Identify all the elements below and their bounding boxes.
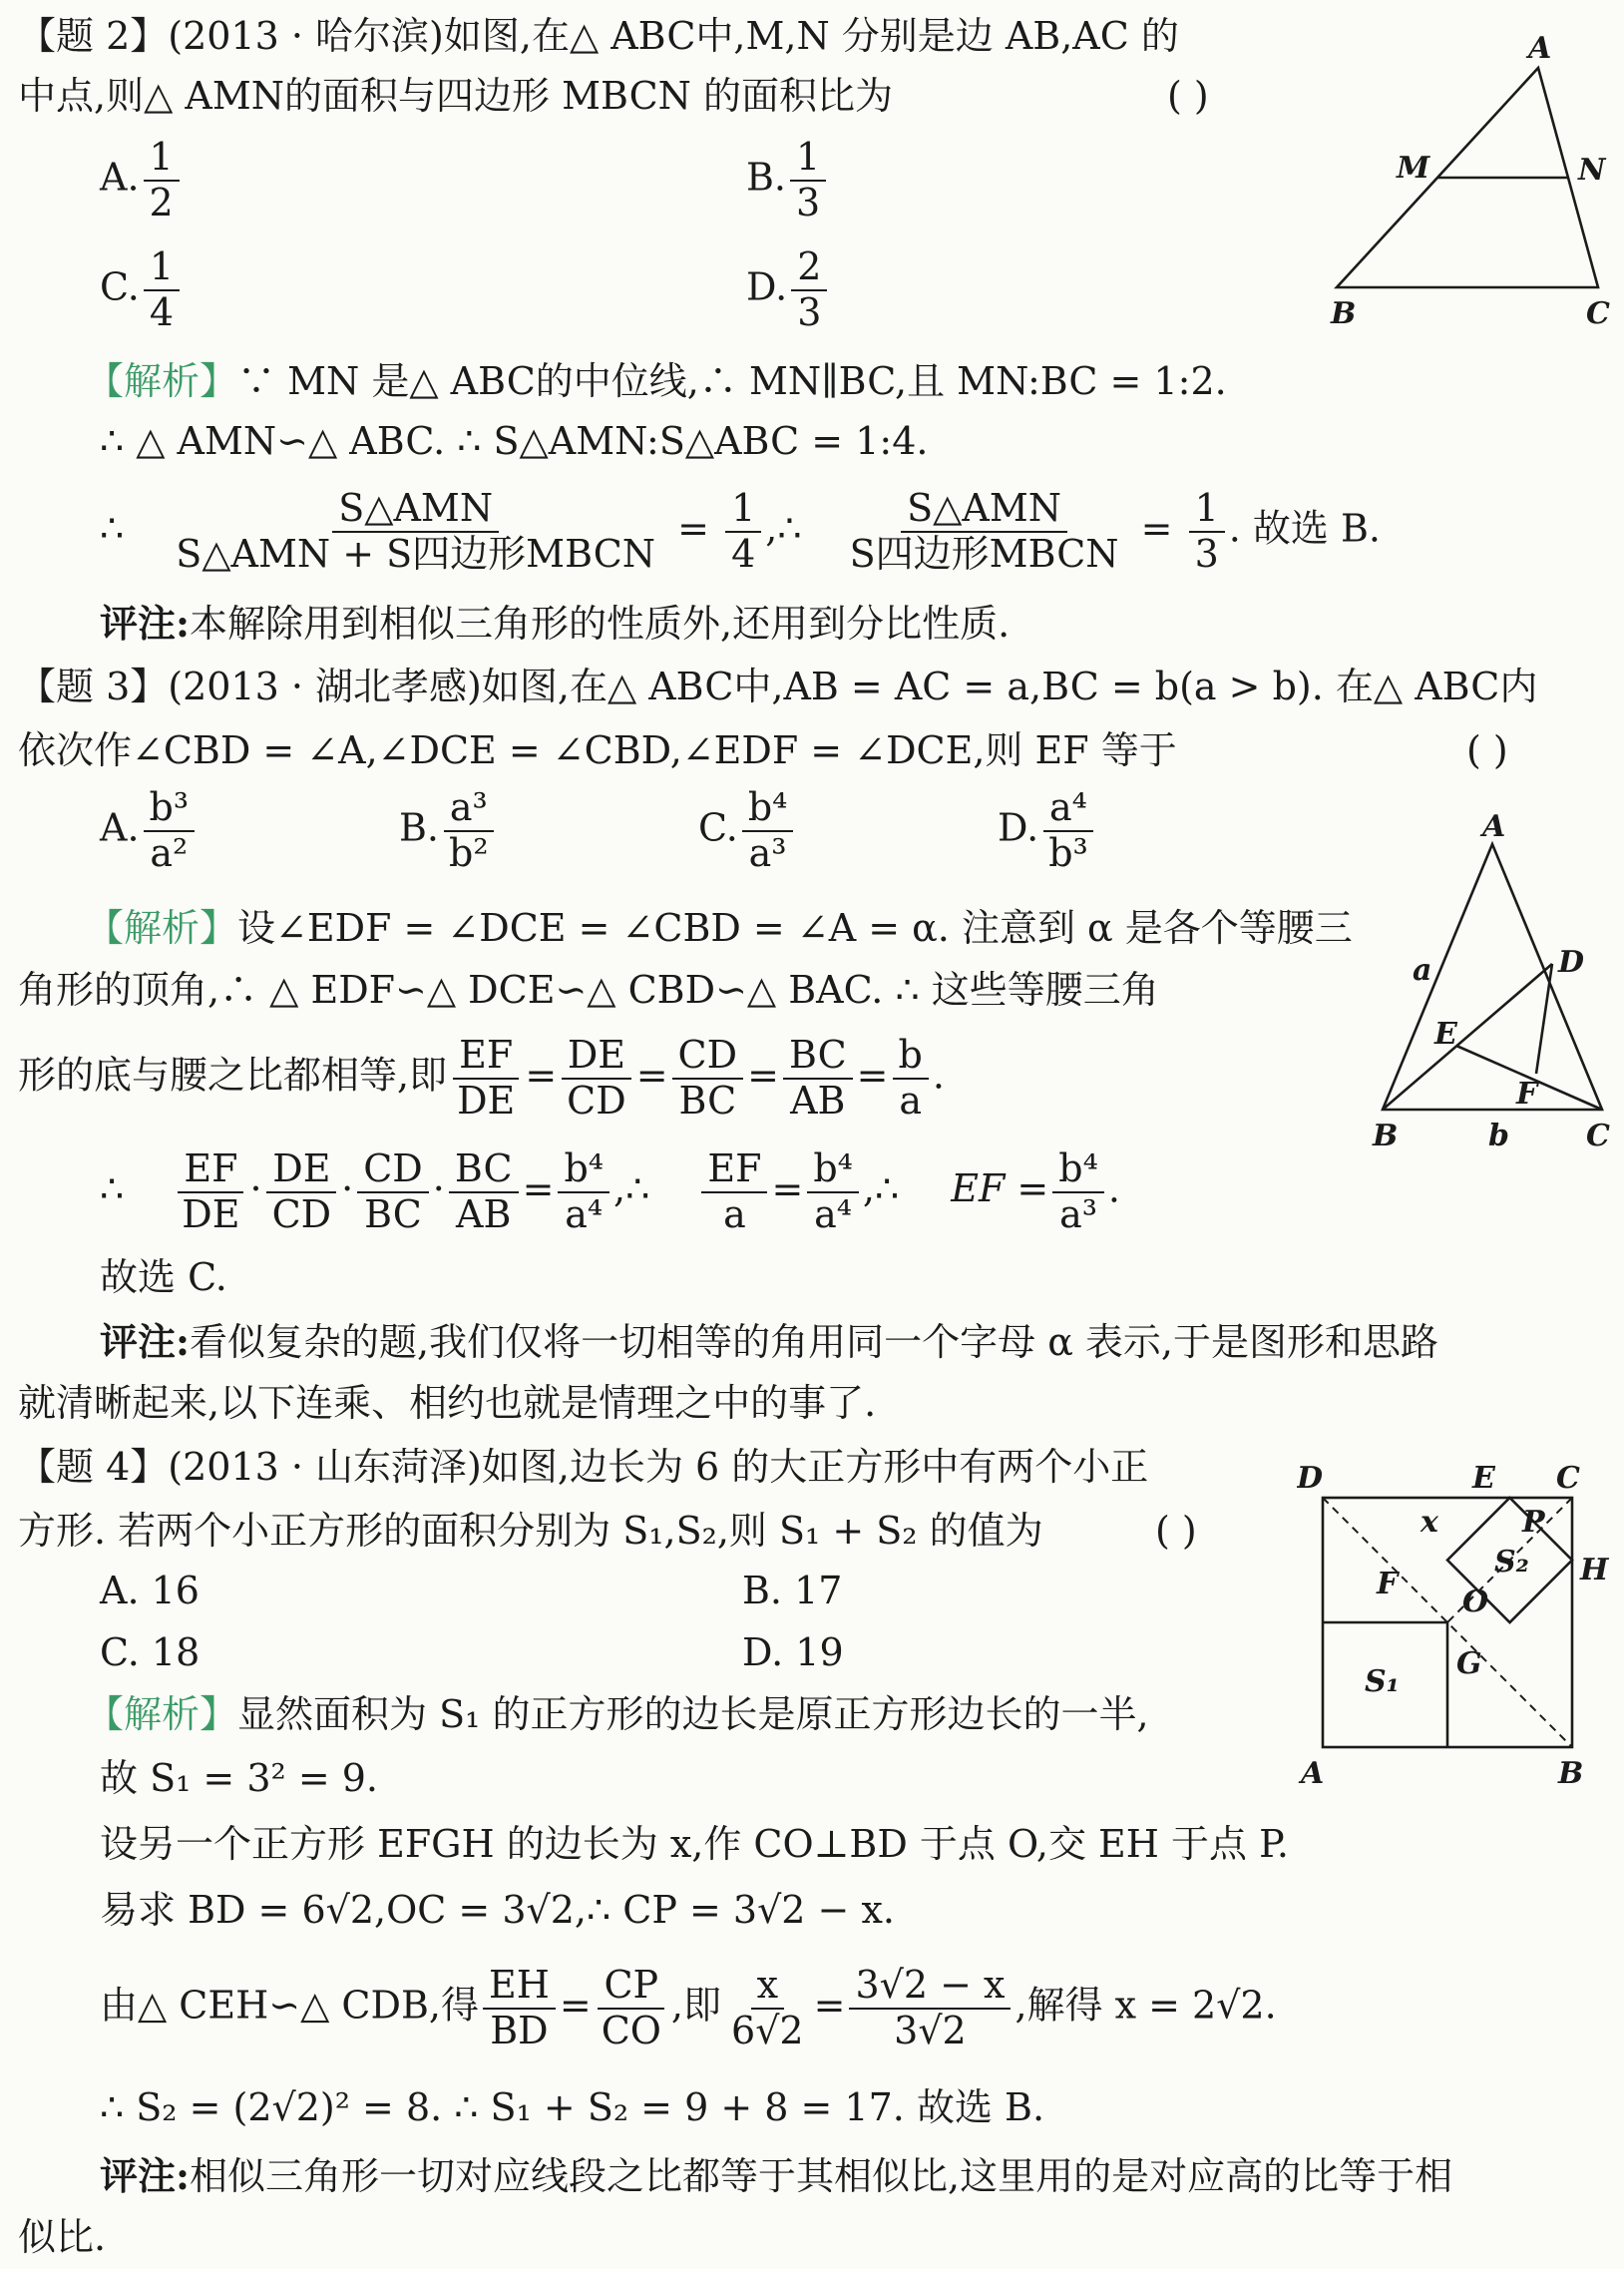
p3-solution-line4: ∴ $\frac{EF}{DE}$ · $\frac{DE}{CD}$ · $\frac{CD}{BC}$ · $\frac{BC}{AB}$ = $\frac{\text{b⁴}}{\text{a⁴}}$ ,∴ $\frac{EF}{a}$ = $\frac{\text{b⁴}}{\text{a⁴}}$ ,∴ EF = $\frac{\text{b⁴}}{\text{a³}}$ . [100,1146,1120,1236]
p3-product-result: $\frac{\text{b⁴}}{\text{a⁴}}$ [558,1149,609,1235]
p4-label-o: O [1462,1585,1489,1619]
p4-label-f: F [1377,1567,1399,1601]
p3-label-e: E [1434,1017,1457,1052]
p2-question-head: 【题 2】(2013 · 哈尔滨) [18,14,444,58]
p2-option-a [100,135,184,225]
p4-label-b: B [1558,1756,1584,1791]
p2-note: 评注:本解除用到相似三角形的性质外,还用到分比性质. [100,601,1011,646]
p3-answer-paren: ( ) [1466,728,1508,772]
p4-label-x: x [1421,1505,1438,1540]
p2-option-a-label: A. [100,155,140,200]
p3-note-line2: 就清晰起来,以下连乘、相约也就是情理之中的事了. [18,1381,877,1425]
p4-label-d: D [1297,1461,1324,1496]
p2-option-b-frac: $\frac{1}{3}$ [790,138,826,224]
p4-question-head: 【题 4】(2013 · 山东菏泽) [18,1445,482,1489]
p4-solution-line1: 【解析】显然面积为 S₁ 的正方形的边长是原正方形边长的一半, [86,1692,1149,1736]
p4-answer-paren: ( ) [1155,1509,1197,1553]
p4-label-g: G [1456,1646,1482,1681]
p3-solution-line1: 【解析】设∠EDF = ∠DCE = ∠CBD = ∠A = α. 注意到 α 是各个等腰三 [86,906,1353,950]
p3-label-a-side: a [1413,953,1432,988]
p3-ef-result: $\frac{\text{b⁴}}{\text{a³}}$ [1052,1149,1104,1235]
p4-label-h: H [1580,1553,1609,1588]
p2-question-line2: 中点,则△ AMN的面积与四边形 MBCN 的面积比为 [18,74,894,118]
p2-label-m: M [1397,151,1430,186]
p4-note-line2: 似比. [18,2215,107,2259]
p3-ratio-bc-ab: $\frac{BC}{AB}$ [783,1036,853,1122]
p2-note-label: 评注: [100,601,191,646]
p3-product-frac1: $\frac{EF}{DE}$ [176,1149,245,1235]
p4-option-b: B. 17 [742,1569,843,1612]
p2-option-c-frac: $\frac{1}{4}$ [144,247,180,333]
p2-option-a-frac: $\frac{1}{2}$ [144,138,180,224]
p4-ratio-cp-co: $\frac{CP}{CO}$ [596,1966,667,2051]
p4-label-a: A [1301,1756,1325,1791]
p4-ratio-eh-bd: $\frac{EH}{BD}$ [483,1966,556,2051]
p4-solution-line5: 由△ CEH∽△ CDB,得 $\frac{EH}{BD}$ = $\frac{CP}{CO}$ ,即 $\frac{x}{6√2}$ = $\frac{3√2 - x}{3√2}$ ,解得 x = 2√2. [100,1963,1277,2052]
p2-sol3-frac3: $\frac{\text{S△AMN}}{\text{S四边形MBCN}}$ [849,486,1119,576]
p3-option-d-frac: $\frac{\text{a⁴}}{\text{b³}}$ [1042,788,1094,874]
p2-label-c: C [1586,296,1610,331]
p4-ratio-cp-value: $\frac{3√2 - x}{3√2}$ [849,1966,1011,2051]
p2-sol3-frac1: $\frac{\text{S△AMN}}{\text{S△AMN + S四边形MBCN}}$ [176,486,656,576]
p2-option-b [746,135,830,225]
p4-option-a: A. 16 [100,1569,200,1612]
p2-question-line1 [18,14,1179,60]
p4-label-s1: S₁ [1365,1664,1400,1699]
p3-product-frac4: $\frac{BC}{AB}$ [449,1149,519,1235]
p3-product-frac2: $\frac{DE}{CD}$ [266,1149,338,1235]
p3-ef-over-a: $\frac{EF}{a}$ [701,1149,767,1235]
p4-label-c: C [1556,1461,1580,1496]
p2-label-b: B [1331,296,1357,331]
p3-choose: 故选 C. [100,1255,227,1299]
p2-option-d-label: D. [746,264,788,309]
p4-question-line1: 【题 4】(2013 · 山东菏泽)如图,边长为 6 的大正方形中有两个小正 [18,1445,1149,1489]
p3-option-d: D. $\frac{\text{a⁴}}{\text{b³}}$ [998,788,1098,874]
p2-label-n: N [1578,153,1606,188]
p4-label-s2: S₂ [1494,1545,1529,1580]
p2-option-b-label: B. [746,155,787,200]
p3-triangle-figure [1357,808,1616,1157]
p4-label-p: P [1522,1505,1545,1540]
p2-question-text1: 如图,在△ ABC中,M,N 分别是边 AB,AC 的 [443,14,1179,58]
p2-triangle-figure [1317,30,1616,339]
p3-solution-line2: 角形的顶角,∴ △ EDF∽△ DCE∽△ CBD∽△ BAC. ∴ 这些等腰三角 [18,968,1159,1012]
p4-question-line2: 方形. 若两个小正方形的面积分别为 S₁,S₂,则 S₁ + S₂ 的值为 [18,1509,1043,1553]
p2-option-c [100,244,184,334]
p4-ratio-x: $\frac{x}{6√2}$ [731,1963,804,2052]
p3-ratio-de-cd: $\frac{DE}{CD}$ [561,1036,632,1122]
p2-answer-paren: ( ) [1167,74,1209,118]
p2-solution-line3: ∴ $\frac{\text{S△AMN}}{\text{S△AMN + S四边形MBCN}}$ = $\frac{1}{4}$ ,∴ $\frac{\text{S△AMN}}{\text{S四边形MBCN}}$ = $\frac{1}{3}$ . 故选 B. [100,486,1381,576]
p3-label-a: A [1482,809,1506,844]
p3-note-label: 评注: [100,1319,191,1364]
p4-solution-line3: 设另一个正方形 EFGH 的边长为 x,作 CO⊥BD 于点 O,交 EH 于点 P. [100,1822,1290,1866]
p3-option-b-frac: $\frac{\text{a³}}{\text{b²}}$ [443,788,495,874]
p4-solution-line4: 易求 BD = 6√2,OC = 3√2,∴ CP = 3√2 − x. [100,1888,895,1932]
p3-option-a-frac: $\frac{\text{b³}}{\text{a²}}$ [144,788,196,874]
p2-option-d [746,244,831,334]
p3-ratio-cd-bc: $\frac{CD}{BC}$ [672,1036,744,1122]
p3-label-d: D [1558,945,1585,980]
p4-square-figure [1297,1452,1616,1796]
p3-jiexi-label: 【解析】 [86,906,238,950]
p4-label-e: E [1472,1461,1495,1496]
p3-question-head: 【题 3】(2013 · 湖北孝感) [18,665,482,708]
p3-ratio-ef-de: $\frac{EF}{DE}$ [451,1036,521,1122]
p4-option-c: C. 18 [100,1630,201,1674]
p3-question-line1: 【题 3】(2013 · 湖北孝感)如图,在△ ABC中,AB = AC = a,BC = b(a > b). 在△ ABC内 [18,665,1538,708]
p4-solution-line2: 故 S₁ = 3² = 9. [100,1756,379,1800]
p3-question-line2: 依次作∠CBD = ∠A,∠DCE = ∠CBD,∠EDF = ∠DCE,则 EF 等于 [18,728,1177,772]
p3-label-b: B [1373,1119,1399,1153]
p3-label-f: F [1516,1077,1538,1112]
p4-option-d: D. 19 [742,1630,844,1674]
p3-option-a: A. $\frac{\text{b³}}{\text{a²}}$ [100,788,199,874]
p3-option-b: B. $\frac{\text{a³}}{\text{b²}}$ [399,788,499,874]
p2-option-c-label: C. [100,264,140,309]
p3-ef-over-a-result: $\frac{\text{b⁴}}{\text{a⁴}}$ [807,1149,859,1235]
p2-solution-line1: 【解析】∵ MN 是△ ABC的中位线,∴ MN∥BC,且 MN:BC = 1:2. [86,359,1227,403]
p3-option-c: C. $\frac{\text{b⁴}}{\text{a³}}$ [698,788,797,874]
p3-option-c-frac: $\frac{\text{b⁴}}{\text{a³}}$ [742,788,794,874]
p2-sol3-frac2: $\frac{1}{4}$ [725,489,761,575]
p4-note-label: 评注: [100,2153,191,2198]
p3-solution-line3: 形的底与腰之比都相等,即 $\frac{EF}{DE}$ = $\frac{DE}{CD}$ = $\frac{CD}{BC}$ = $\frac{BC}{AB}$ = $\frac{b}{a}$ . [18,1033,945,1123]
p2-solution-line2: ∴ △ AMN∽△ ABC. ∴ S△AMN:S△ABC = 1:4. [100,419,929,463]
p2-label-a: A [1528,31,1552,66]
p3-product-frac3: $\frac{CD}{BC}$ [357,1149,429,1235]
p3-ratio-b-a: $\frac{b}{a}$ [893,1036,929,1122]
p4-jiexi-label: 【解析】 [86,1692,238,1736]
p3-segment-df [1536,964,1552,1074]
p2-option-d-frac: $\frac{2}{3}$ [791,247,827,333]
p4-note-line1: 评注:相似三角形一切对应线段之比都等于其相似比,这里用的是对应高的比等于相 [100,2153,1453,2198]
p3-note-line1: 评注:看似复杂的题,我们仅将一切相等的角用同一个字母 α 表示,于是图形和思路 [100,1319,1439,1364]
p2-sol3-frac4: $\frac{1}{3}$ [1189,489,1225,575]
p3-label-b-side: b [1488,1119,1509,1153]
p2-jiexi-label: 【解析】 [86,359,238,403]
p4-solution-line6: ∴ S₂ = (2√2)² = 8. ∴ S₁ + S₂ = 9 + 8 = 17. 故选 B. [100,2085,1045,2129]
p3-label-c: C [1586,1119,1610,1153]
